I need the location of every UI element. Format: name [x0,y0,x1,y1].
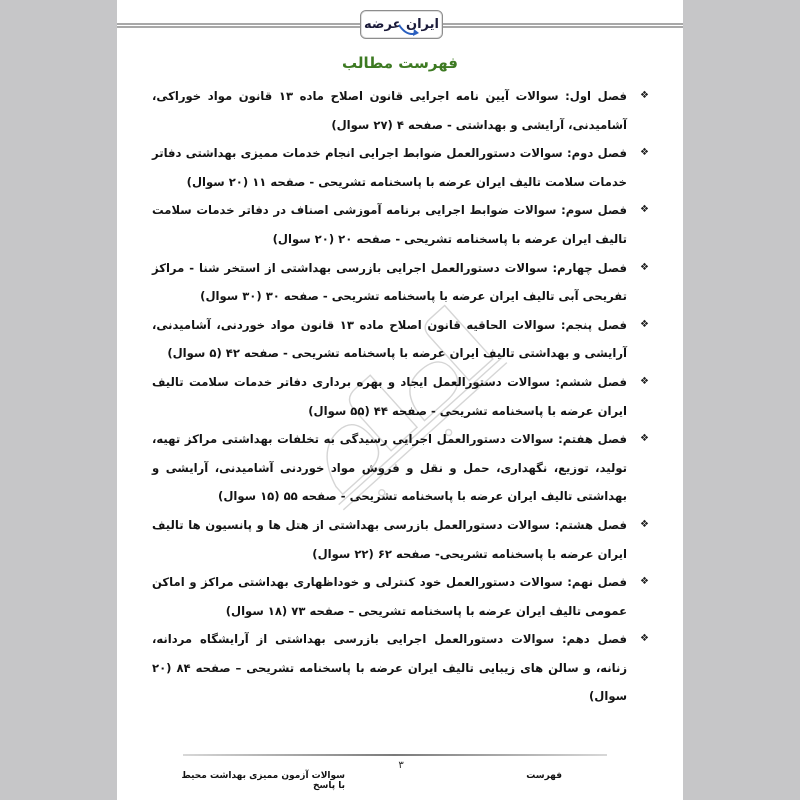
toc-item[interactable] [152,368,649,425]
footer-rule [183,754,607,756]
toc-item[interactable] [152,625,649,711]
toc-item[interactable] [152,311,649,368]
toc-item[interactable] [152,425,649,511]
header-logo [360,10,443,39]
toc-item[interactable] [152,82,649,139]
four-diamond-bullet-icon: ❖ [640,576,649,588]
four-diamond-bullet-icon: ❖ [640,147,649,159]
header-rule-right [443,23,683,28]
footer-book-title: سوالات آزمون ممیزی بهداشت محیط با پاسخ [181,771,345,791]
toc-item[interactable] [152,196,649,253]
logo-text: ایران عرضه [364,17,439,32]
toc-item-label: فصل چهارم: سوالات دستورالعمل اجرایی بازرسی بهداشتی از استخر شنا - مراکز تفریحی آبی تالیف ایران عرضه با پاسخنامه تشریحی - صفحه ۳۰ (۳۰ سوال) [152,260,627,304]
toc-item-label: فصل سوم: سوالات ضوابط اجرایی برنامه آموزشی اصناف در دفاتر خدمات سلامت تالیف ایران عرضه با پاسخنامه تشریحی - صفحه ۲۰ (۲۰ سوال) [152,203,627,246]
document-page [117,0,683,800]
four-diamond-bullet-icon: ❖ [640,433,649,445]
toc-item-label: فصل دوم: سوالات دستورالعمل ضوابط اجرایی انجام خدمات ممیزی بهداشتی دفاتر خدمات سلامت تالیف ایران عرضه با پاسخنامه تشریحی - صفحه ۱۱ (۲۰ سوال) [152,146,627,189]
page-title: فهرست مطالب [342,54,458,72]
toc-item-label: فصل هفتم: سوالات دستورالعمل اجرایی رسیدگی به تخلفات بهداشتی مراکز تهیه، تولید، توزیع، نگهداری، حمل و نقل و فروش مواد خوردنی آشامیدنی، آرایشی و بهداشتی تالیف ایران عرضه با پاسخنامه تشریحی - صفحه ۵۵ (۱۵ سوال) [152,432,627,504]
toc-item-label: فصل ششم: سوالات دستورالعمل ایجاد و بهره برداری دفاتر خدمات سلامت تالیف ایران عرضه با پاسخنامه تشریحی - صفحه ۴۴ (۵۵ سوال) [152,374,627,418]
toc-item-label: فصل هشتم: سوالات دستورالعمل بازرسی بهداشتی از هتل ها و پانسیون ها تالیف ایران عرضه با پاسخنامه تشریحی- صفحه ۶۲ (۲۲ سوال) [152,517,627,561]
toc-item[interactable] [152,511,649,568]
toc-item-label: فصل دهم: سوالات دستورالعمل اجرایی بازرسی بهداشتی از آرایشگاه مردانه، زنانه، و سالن های زیبایی تالیف ایران عرضه با پاسخنامه تشریحی – صفحه ۸۴ (۲۰ سوال) [152,632,627,704]
page-number: ۳ [398,760,404,771]
four-diamond-bullet-icon: ❖ [640,90,649,101]
toc-item[interactable] [152,139,649,196]
table-of-contents [152,82,649,711]
header-rule-left [117,23,360,28]
toc-item[interactable] [152,254,649,311]
four-diamond-bullet-icon: ❖ [640,261,649,273]
toc-item-label: فصل نهم: سوالات دستورالعمل خود کنترلی و خوداظهاری بهداشتی مراکز و اماکن عمومی تالیف ایران عرضه با پاسخنامه تشریحی – صفحه ۷۳ (۱۸ سوال) [152,575,627,618]
toc-item-label: فصل اول: سوالات آیین نامه اجرایی قانون اصلاح ماده ۱۳ قانون مواد خوراکی، آشامیدنی، آرایشی و بهداشتی - صفحه ۴ (۲۷ سوال) [152,89,627,132]
toc-item[interactable] [152,568,649,625]
four-diamond-bullet-icon: ❖ [640,318,649,330]
toc-item-label: فصل پنجم: سوالات الحاقیه قانون اصلاح ماده ۱۳ قانون مواد خوردنی، آشامیدنی، آرایشی و بهداشتی تالیف ایران عرضه با پاسخنامه تشریحی - صفحه ۴۲ (۵ سوال) [152,317,627,361]
four-diamond-bullet-icon: ❖ [640,633,649,645]
four-diamond-bullet-icon: ❖ [640,375,649,387]
footer-section-title: فهرست [526,771,562,781]
logo-arrow-icon [397,23,421,39]
four-diamond-bullet-icon: ❖ [640,204,649,216]
four-diamond-bullet-icon: ❖ [640,518,649,530]
